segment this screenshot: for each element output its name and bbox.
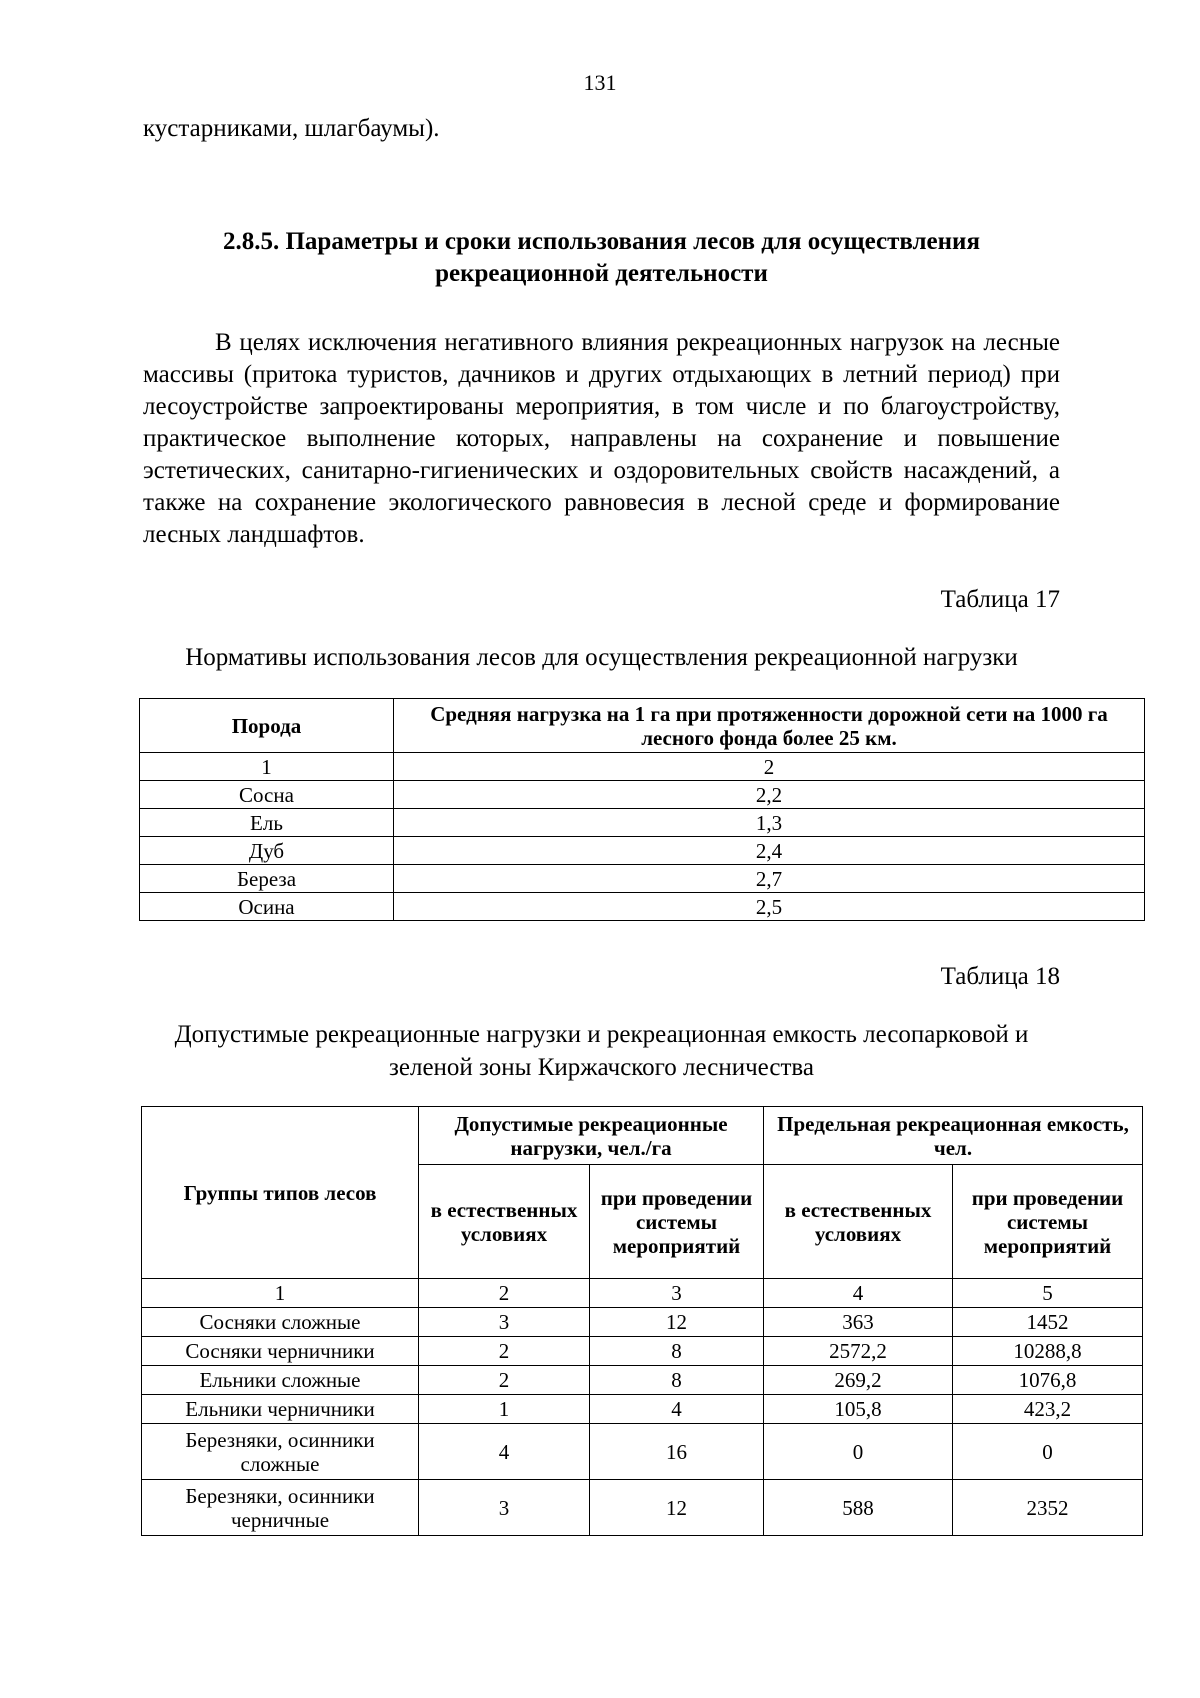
table-17-species-cell: Осина xyxy=(140,893,394,921)
table-18-value-cell: 8 xyxy=(590,1337,764,1366)
table-row xyxy=(140,781,1145,809)
section-title-line-2: рекреационной деятельности xyxy=(435,260,768,287)
table-18-value-cell: 2 xyxy=(419,1366,590,1395)
table-18-value-cell: 0 xyxy=(953,1424,1143,1480)
table-row xyxy=(142,1395,1143,1424)
table-row xyxy=(140,893,1145,921)
table-18-value-cell: 588 xyxy=(764,1480,953,1536)
table-18-value-cell: 2 xyxy=(419,1337,590,1366)
table-18-number-cell: 5 xyxy=(953,1279,1143,1308)
table-17-species-cell: Дуб xyxy=(140,837,394,865)
table-18-group-cell: Ельники черничники xyxy=(142,1395,419,1424)
table-18 xyxy=(141,1106,1143,1536)
table-17-header-species: Порода xyxy=(140,699,394,753)
table-18-caption-line-1: Допустимые рекреационные нагрузки и рекреационная емкость лесопарковой и xyxy=(174,1021,1029,1048)
table-17-species-cell: Ель xyxy=(140,809,394,837)
table-18-number-cell: 3 xyxy=(590,1279,764,1308)
table-17-value-cell: 2,2 xyxy=(394,781,1145,809)
continuation-text: кустарниками, шлагбаумы). xyxy=(143,115,440,142)
table-18-subheader-natural: в естественных условиях xyxy=(419,1165,590,1279)
table-18-header-row-1 xyxy=(142,1107,1143,1165)
table-18-group-cell: Сосняки черничники xyxy=(142,1337,419,1366)
table-18-value-cell: 269,2 xyxy=(764,1366,953,1395)
table-17-caption: Нормативы использования лесов для осуществления рекреационной нагрузки xyxy=(185,644,1018,671)
table-18-value-cell: 0 xyxy=(764,1424,953,1480)
table-17-species-cell: Сосна xyxy=(140,781,394,809)
table-18-value-cell: 1076,8 xyxy=(953,1366,1143,1395)
table-18-value-cell: 8 xyxy=(590,1366,764,1395)
table-18-value-cell: 10288,8 xyxy=(953,1337,1143,1366)
table-18-header-capacity: Предельная рекреационная емкость, чел. xyxy=(764,1107,1143,1165)
table-17-value-cell: 2,5 xyxy=(394,893,1145,921)
table-18-value-cell: 2352 xyxy=(953,1480,1143,1536)
table-18-caption xyxy=(143,1018,1060,1084)
table-17-number-cell: 2 xyxy=(394,753,1145,781)
table-18-value-cell: 12 xyxy=(590,1308,764,1337)
table-18-header-group: Группы типов лесов xyxy=(142,1107,419,1279)
table-18-number-cell: 2 xyxy=(419,1279,590,1308)
table-row xyxy=(140,865,1145,893)
table-row xyxy=(140,809,1145,837)
section-title-line-1: 2.8.5. Параметры и сроки использования лесов для осуществления xyxy=(222,228,980,255)
table-18-group-cell: Ельники сложные xyxy=(142,1366,419,1395)
table-17-species-cell: Береза xyxy=(140,865,394,893)
table-18-number-cell: 1 xyxy=(142,1279,419,1308)
table-row xyxy=(142,1337,1143,1366)
table-18-subheader-natural: в естественных условиях xyxy=(764,1165,953,1279)
table-row xyxy=(142,1308,1143,1337)
table-18-value-cell: 105,8 xyxy=(764,1395,953,1424)
table-row xyxy=(142,1480,1143,1536)
table-17-header-load: Средняя нагрузка на 1 га при протяженности дорожной сети на 1000 га лесного фонда более 25 км. xyxy=(394,699,1145,753)
table-row xyxy=(140,837,1145,865)
table-18-value-cell: 1 xyxy=(419,1395,590,1424)
table-18-subheader-measures: при проведении системы мероприятий xyxy=(590,1165,764,1279)
table-18-value-cell: 363 xyxy=(764,1308,953,1337)
table-18-value-cell: 423,2 xyxy=(953,1395,1143,1424)
body-paragraph: В целях исключения негативного влияния рекреационных нагрузок на лесные массивы (притока туристов, дачников и других отдыхающих в летний период) при лесоустройстве запроектированы мероприятия, в том числе и по благоустройству, практическое выполнение которых, направлены на сохранение и повышение эстетических, санитарно-гигиенических и оздоровительных свойств насаждений, а также на сохранение экологического равновесия в лесной среде и формирование лесных ландшафтов. xyxy=(143,329,1060,548)
table-17-value-cell: 2,7 xyxy=(394,865,1145,893)
table-18-number-cell: 4 xyxy=(764,1279,953,1308)
table-17 xyxy=(139,698,1145,921)
table-17-value-cell: 1,3 xyxy=(394,809,1145,837)
table-18-subheader-measures: при проведении системы мероприятий xyxy=(953,1165,1143,1279)
table-18-value-cell: 3 xyxy=(419,1308,590,1337)
table-18-value-cell: 4 xyxy=(419,1424,590,1480)
table-17-header-row xyxy=(140,699,1145,753)
table-17-numbering-row xyxy=(140,753,1145,781)
table-18-label: Таблица 18 xyxy=(940,963,1060,990)
table-18-value-cell: 2572,2 xyxy=(764,1337,953,1366)
table-18-value-cell: 12 xyxy=(590,1480,764,1536)
table-18-value-cell: 4 xyxy=(590,1395,764,1424)
table-17-number-cell: 1 xyxy=(140,753,394,781)
table-18-numbering-row xyxy=(142,1279,1143,1308)
table-18-group-cell: Сосняки сложные xyxy=(142,1308,419,1337)
page-number: 131 xyxy=(583,70,617,95)
table-17-label: Таблица 17 xyxy=(940,586,1060,613)
table-18-value-cell: 1452 xyxy=(953,1308,1143,1337)
table-row xyxy=(142,1424,1143,1480)
table-17-value-cell: 2,4 xyxy=(394,837,1145,865)
table-18-value-cell: 3 xyxy=(419,1480,590,1536)
table-18-caption-line-2: зеленой зоны Киржачского лесничества xyxy=(389,1054,814,1081)
table-18-group-cell: Березняки, осинники черничные xyxy=(142,1480,419,1536)
section-title xyxy=(143,226,1060,290)
table-18-value-cell: 16 xyxy=(590,1424,764,1480)
table-18-group-cell: Березняки, осинники сложные xyxy=(142,1424,419,1480)
table-row xyxy=(142,1366,1143,1395)
table-18-header-loads: Допустимые рекреационные нагрузки, чел./га xyxy=(419,1107,764,1165)
